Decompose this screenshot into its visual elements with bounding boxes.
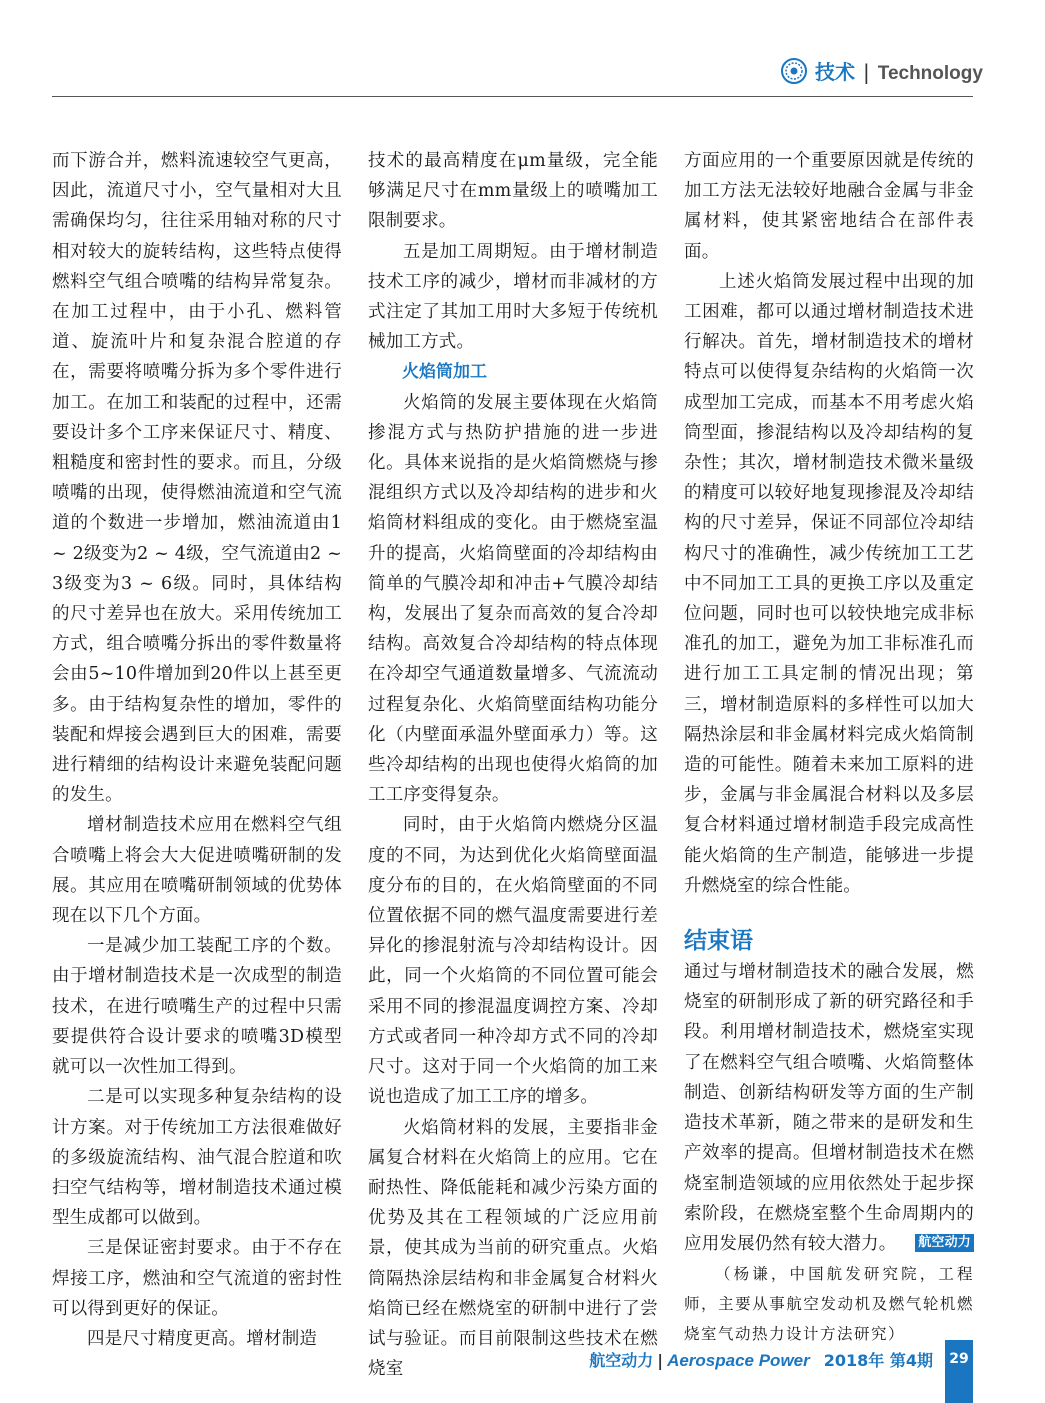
footer-separator: | [657, 1351, 664, 1370]
title-separator: | [863, 60, 870, 84]
paragraph: 火焰筒的发展主要体现在火焰筒掺混方式与热防护措施的进一步进化。具体来说指的是火焰筒燃烧与掺混组织方式以及冷却结构的进步和火焰筒材料组成的变化。由于燃烧室温升的提高，火焰筒壁面的冷却结构由简单的气膜冷却和冲击+气膜冷却结构，发展出了复杂而高效的复合冷却结构。高效复合冷却结构的特点体现在冷却空气通道数量增多、气流流动过程复杂化、火焰筒壁面结构功能分化（内壁面承温外壁面承力）等。这些冷却结构的出现也使得火焰筒的加工工序变得复杂。 [368, 392, 658, 806]
conclusion-text: 通过与增材制造技术的融合发展，燃烧室的研制形成了新的研究路径和手段。利用增材制造技术，燃烧室实现了在燃料空气组合喷嘴、火焰筒整体制造、创新结构研发等方面的生产制造技术革新，随之带来的是研发和生产效率的提高。但增材制造技术在燃烧室制造领域的应用依然处于起步探索阶段，在燃烧室整个生命周期内的应用发展仍然有较大潜力。 [684, 962, 974, 1254]
column-3 [684, 146, 974, 1349]
turbine-emblem-icon [781, 58, 807, 84]
journal-name-en: Aerospace Power [667, 1351, 810, 1370]
header-rule [52, 96, 973, 97]
paragraph: 方面应用的一个重要原因就是传统的加工方法无法较好地融合金属与非金属材料，使其紧密地结合在部件表面。 [684, 151, 974, 262]
paragraph: 同时，由于火焰筒内燃烧分区温度的不同，为达到优化火焰筒壁面温度分布的目的，在火焰筒壁面的不同位置依据不同的燃气温度需要进行差异化的掺混射流与冷却结构设计。因此，同一个火焰筒的不同位置可能会采用不同的掺混温度调控方案、冷却方式或者同一种冷却方式不同的冷却尺寸。这对于同一个火焰筒的加工来说也造成了加工工序的增多。 [368, 815, 658, 1108]
paragraph: 一是减少加工装配工序的个数。由于增材制造技术是一次成型的制造技术，在进行喷嘴生产的过程中只需要提供符合设计要求的喷嘴3D模型就可以一次性加工得到。 [52, 936, 342, 1078]
journal-name-zh: 航空动力 [589, 1351, 654, 1370]
section-title-en: Technology [877, 63, 983, 84]
paragraph: 增材制造技术应用在燃料空气组合喷嘴上将会大大促进喷嘴研制的发展。其应用在喷嘴研制领域的优势体现在以下几个方面。 [52, 815, 342, 927]
paragraph: 上述火焰筒发展过程中出现的加工困难，都可以通过增材制造技术进行解决。首先，增材制造技术的增材特点可以使得复杂结构的火焰筒一次成型加工完成，而基本不用考虑火焰筒型面，掺混结构以及冷却结构的复杂性；其次，增材制造技术微米量级的精度可以较好地复现掺混及冷却结构的尺寸差异，保证不同部位冷却结构尺寸的准确性，减少传统加工工艺中不同加工工具的更换工序以及重定位问题，同时也可以较快地完成非标准孔的加工，避免为加工非标准孔而进行加工工具定制的情况出现；第三，增材制造原料的多样性可以加大隔热涂层和非金属材料完成火焰筒制造的可能性。随着未来加工原料的进步，金属与非金属混合材料以及多层复合材料通过增材制造手段完成高性能火焰筒的生产制造，能够进一步提升燃烧室的综合性能。 [684, 271, 974, 896]
column-2 [368, 146, 658, 1384]
paragraph [684, 957, 974, 1259]
page-header [0, 0, 1045, 100]
page-footer [0, 1340, 1045, 1403]
section-title-zh: 技术 [815, 60, 855, 84]
issue-label: 2018年 第4期 [823, 1351, 933, 1370]
journal-badge: 航空动力 [915, 1234, 974, 1252]
author-note: （杨谦，中国航发研究院，工程师，主要从事航空发动机及燃气轮机燃烧室气动热力设计方法研究） [684, 1265, 974, 1344]
paragraph: 四是尺寸精度更高。增材制造 [87, 1328, 318, 1349]
paragraph: 二是可以实现多种复杂结构的设计方案。对于传统加工方法很难做好的多级旋流结构、油气混合腔道和吹扫空气结构等，增材制造技术通过模型生成都可以做到。 [52, 1087, 342, 1229]
section-heading: 结束语 [684, 928, 753, 955]
page-number: 29 [945, 1340, 973, 1403]
section-title [815, 58, 983, 86]
paragraph: 技术的最高精度在μm量级，完全能够满足尺寸在mm量级上的喷嘴加工限制要求。 [368, 151, 658, 232]
footer-journal-info [589, 1348, 933, 1374]
paragraph: 而下游合并，燃料流速较空气更高，因此，流道尺寸小，空气量相对大且需确保均匀，往往采用轴对称的尺寸相对较大的旋转结构，这些特点使得燃料空气组合喷嘴的结构异常复杂。在加工过程中，由于小孔、燃料管道、旋流叶片和复杂混合腔道的存在，需要将喷嘴分拆为多个零件进行加工。在加工和装配的过程中，还需要设计多个工序来保证尺寸、精度、粗糙度和密封性的要求。而且，分级喷嘴的出现，使得燃油流道和空气流道的个数进一步增加，燃油流道由1 ~ 2级变为2 ~ 4级，空气流道由2 ~ 3级变为3 ~ 6级。同时，具体结构的尺寸差异也在放大。采用传统加工方式，组合喷嘴分拆出的零件数量将会由5~10件增加到20件以上甚至更多。由于结构复杂性的增加，零件的装配和焊接会遇到巨大的困难，需要进行精细的结构设计来避免装配问题的发生。 [52, 151, 342, 806]
paragraph: 火焰筒材料的发展，主要指非金属复合材料在火焰筒上的应用。它在耐热性、降低能耗和减少污染方面的优势及其在工程领域的广泛应用前景，使其成为当前的研究重点。火焰筒隔热涂层结构和非金属复合材料火焰筒已经在燃烧室的研制中进行了尝试与验证。而目前限制这些技术在燃烧室 [368, 1117, 658, 1380]
column-1 [52, 146, 342, 1354]
paragraph: 五是加工周期短。由于增材制造技术工序的减少，增材而非减材的方式注定了其加工用时大多短于传统机械加工方式。 [368, 241, 658, 353]
paragraph: 三是保证密封要求。由于不存在焊接工序，燃油和空气流道的密封性可以得到更好的保证。 [52, 1238, 342, 1319]
subsection-heading: 火焰筒加工 [402, 362, 487, 383]
